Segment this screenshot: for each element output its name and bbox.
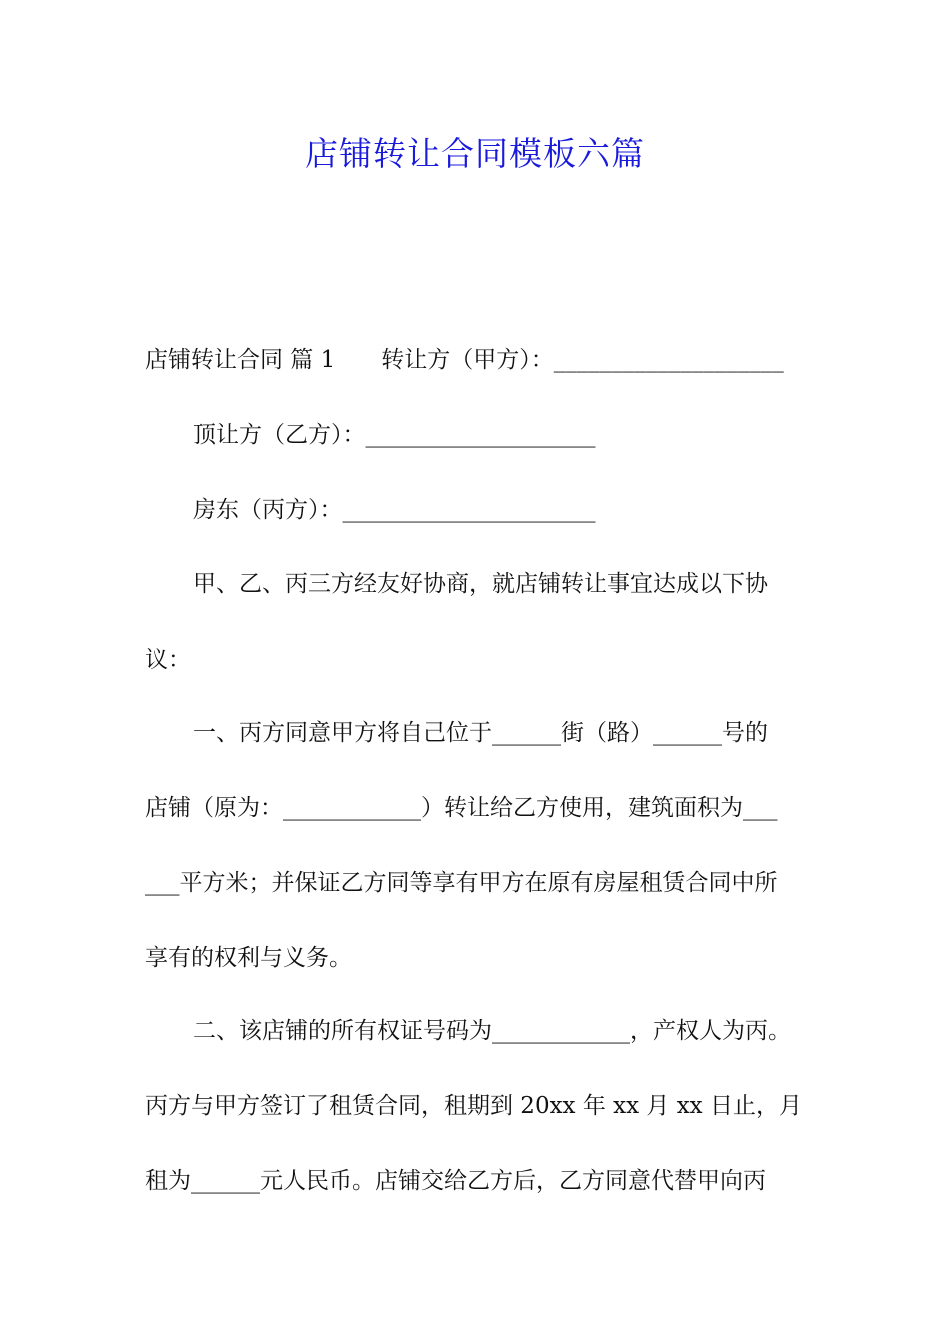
transferor-field: 转让方（甲方）：____________________ bbox=[381, 347, 784, 373]
paragraph-line-5: 议： bbox=[145, 647, 191, 673]
clause-1-line-2: 店铺（原为：____________）转让给乙方使用，建筑面积为___ bbox=[145, 795, 778, 821]
document-title: 店铺转让合同模板六篇 bbox=[305, 134, 645, 173]
paragraph-line-4: 甲、乙、丙三方经友好协商，就店铺转让事宜达成以下协 bbox=[193, 571, 768, 597]
clause-2-line-2: 丙方与甲方签订了租赁合同，租期到 20xx 年 xx 月 xx 日止，月 bbox=[145, 1093, 802, 1119]
clause-1-line-1: 一、丙方同意甲方将自己位于______街（路）______号的 bbox=[193, 720, 768, 746]
clause-2-line-3: 租为______元人民币。店铺交给乙方后，乙方同意代替甲向丙 bbox=[145, 1168, 766, 1194]
clause-2-line-1: 二、该店铺的所有权证号码为____________，产权人为丙。 bbox=[193, 1018, 791, 1044]
clause-1-line-3: ___平方米；并保证乙方同等享有甲方在原有房屋租赁合同中所 bbox=[145, 870, 778, 896]
landlord-field: 房东（丙方）：______________________ bbox=[193, 497, 596, 523]
contract-heading: 店铺转让合同 篇 1 bbox=[145, 347, 336, 373]
paragraph-line-1 bbox=[145, 345, 784, 375]
transferee-field: 顶让方（乙方）：____________________ bbox=[193, 422, 596, 448]
clause-1-line-4: 享有的权利与义务。 bbox=[145, 945, 352, 971]
